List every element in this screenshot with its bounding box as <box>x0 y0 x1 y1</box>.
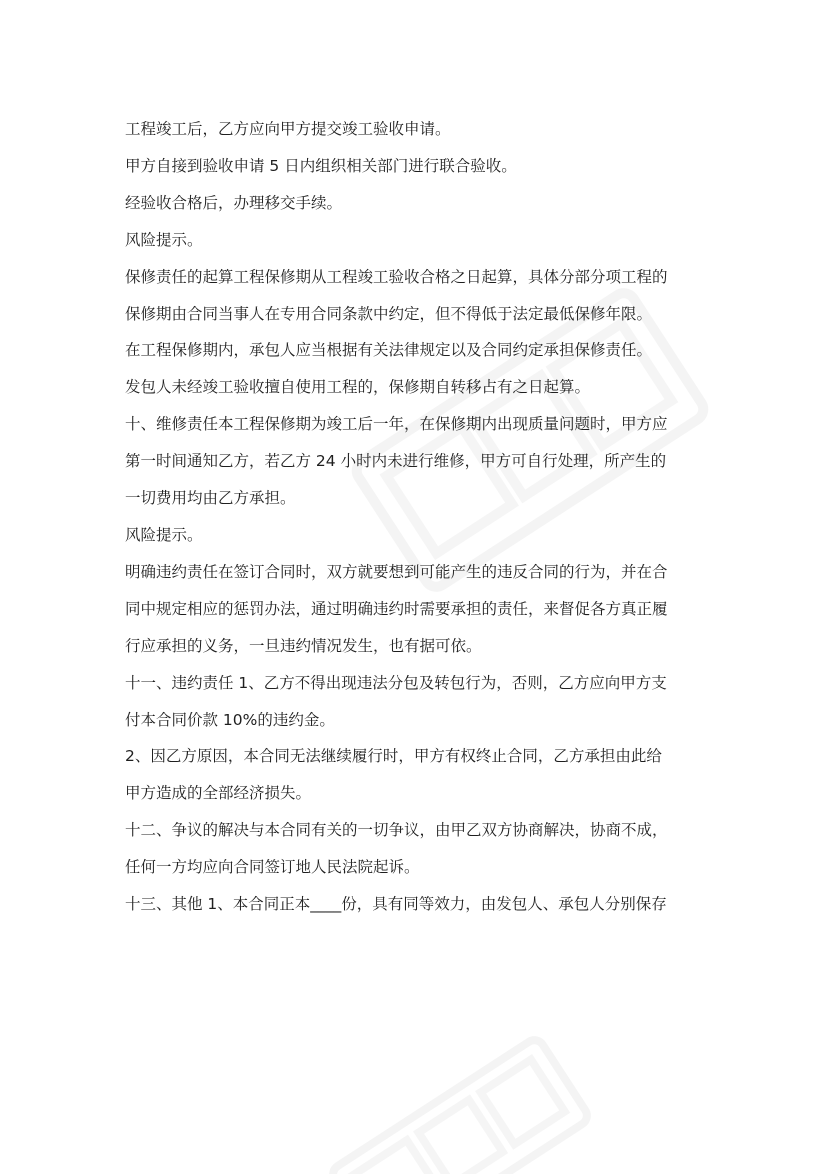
line-9: 十、维修责任本工程保修期为竣工后一年，在保修期内出现质量问题时，甲方应 <box>125 415 668 434</box>
line-14: 同中规定相应的惩罚办法，通过明确违约时需要承担的责任，来督促各方真正履 <box>125 599 668 618</box>
line-5: 保修责任的起算工程保修期从工程竣工验收合格之日起算，具体分部分项工程的 <box>125 267 668 286</box>
line-3: 经验收合格后，办理移交手续。 <box>125 193 343 212</box>
line-8: 发包人未经竣工验收擅自使用工程的，保修期自转移占有之日起算。 <box>125 378 591 397</box>
line-7: 在工程保修期内，承包人应当根据有关法律规定以及合同约定承担保修责任。 <box>125 341 653 360</box>
line-15: 行应承担的义务，一旦违约情况发生，也有据可依。 <box>125 636 482 655</box>
line-18: 2、因乙方原因，本合同无法继续履行时，甲方有权终止合同，乙方承担由此给 <box>125 747 662 766</box>
line-4: 风险提示。 <box>125 230 203 249</box>
line-11: 一切费用均由乙方承担。 <box>125 489 296 508</box>
line-1: 工程竣工后，乙方应向甲方提交竣工验收申请。 <box>125 120 451 138</box>
line-10: 第一时间通知乙方，若乙方 24 小时内未进行维修，甲方可自行处理，所产生的 <box>125 452 667 471</box>
line-16: 十一、违约责任 1、乙方不得出现违法分包及转包行为，否则，乙方应向甲方支 <box>125 673 667 692</box>
line-20: 十二、争议的解决与本合同有关的一切争议，由甲乙双方协商解决，协商不成， <box>125 821 668 840</box>
line-13: 明确违约责任在签订合同时，双方就要想到可能产生的违反合同的行为，并在合 <box>125 562 668 581</box>
watermark-bottom-graphic <box>321 1028 599 1174</box>
line-21: 任何一方均应向合同签订地人民法院起诉。 <box>125 858 420 877</box>
line-12: 风险提示。 <box>125 525 203 544</box>
line-22: 十三、其他 1、本合同正本____份，具有同等效力，由发包人、承包人分别保存 <box>125 895 667 914</box>
line-19: 甲方造成的全部经济损失。 <box>125 784 312 803</box>
line-2: 甲方自接到验收申请 5 日内组织相关部门进行联合验收。 <box>125 156 517 175</box>
line-6: 保修期由合同当事人在专用合同条款中约定，但不得低于法定最低保修年限。 <box>125 304 653 323</box>
watermark-bottom <box>321 1028 599 1174</box>
document-body <box>125 111 725 923</box>
line-17: 付本合同价款 10%的违约金。 <box>125 710 335 729</box>
